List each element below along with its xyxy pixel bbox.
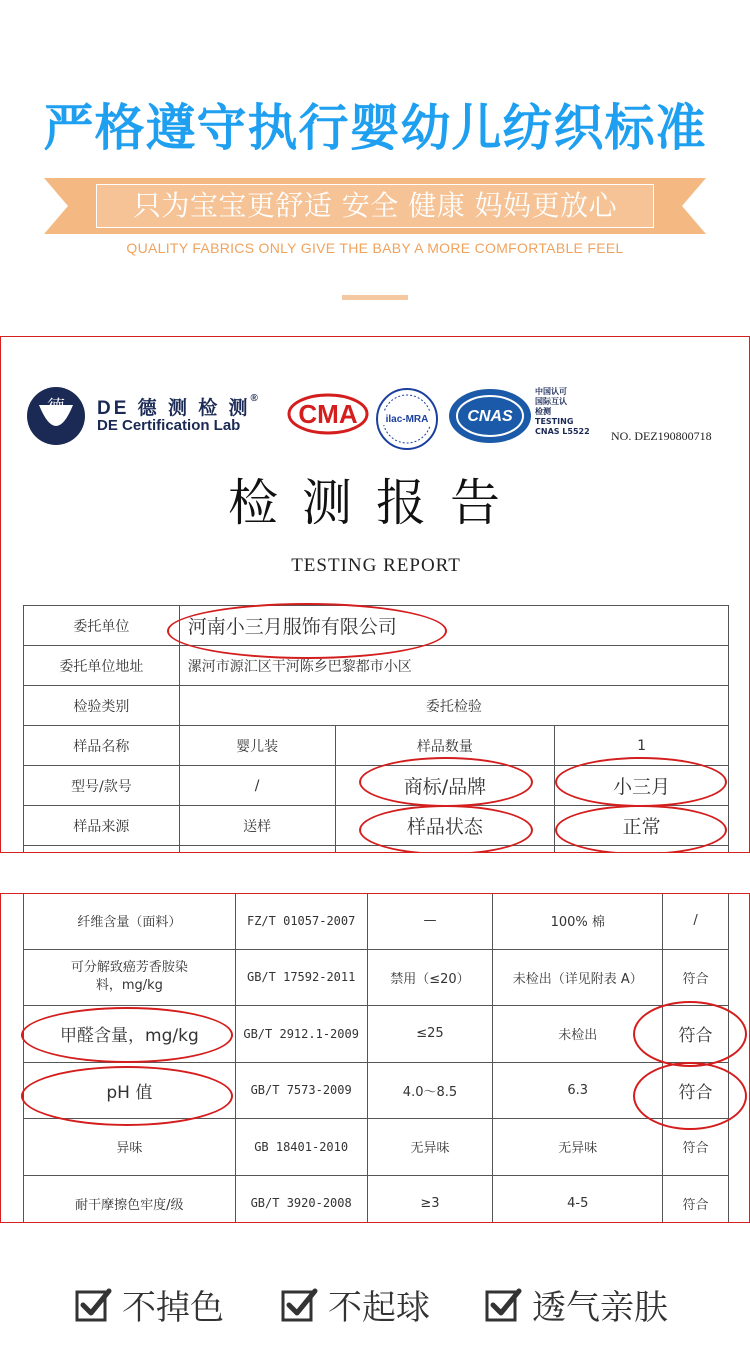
cnas-logo-icon [447,387,533,445]
result-requirement: ≥3 [367,1175,493,1223]
ribbon-text: 只为宝宝更舒适 安全 健康 妈妈更放心 [132,189,618,222]
result-item: 可分解致癌芳香胺染料，mg/kg [24,949,236,1006]
result-judgement: 符合 [663,1006,729,1063]
result-item: 耐干摩擦色牢度/级 [24,1175,236,1223]
sample-name-value: 婴儿装 [179,726,335,766]
sample-qty-label: 样品数量 [335,726,555,766]
result-requirement: — [367,893,493,949]
result-value: 100% 棉 [493,893,663,949]
ilac-mra-logo-icon [375,387,439,451]
ilac-text: ilac-MRA [385,414,429,425]
result-standard: GB 18401-2010 [235,1119,367,1176]
table-row [24,606,729,646]
status-label: 样品状态 [335,806,555,846]
table-row [24,949,729,1006]
result-standard: FZ/T 01057-2007 [235,893,367,949]
result-item: 纤维含量（面料） [24,893,236,949]
result-value: 无异味 [493,1119,663,1176]
cnas-side-text: 中国认可 国际互认 检测 TESTING CNAS L5522 [535,387,590,436]
type-label: 检验类别 [24,686,180,726]
checkbox-check-icon [484,1285,522,1323]
feature-item [484,1276,668,1332]
result-item: 甲醛含量，mg/kg [24,1006,236,1063]
result-requirement: 禁用（≤20） [367,949,493,1006]
de-logo-char: 德 [47,397,65,418]
table-row [24,1006,729,1063]
table-row [24,726,729,766]
result-standard: GB/T 3920-2008 [235,1175,367,1223]
report-results-section [0,893,750,1223]
report-title: 检测报告 [228,474,524,532]
table-row [24,646,729,686]
report-number: NO. DEZ190800718 [611,429,712,443]
result-judgement: / [663,893,729,949]
report-info-table [23,605,729,853]
result-item: pH 值 [24,1062,236,1119]
ribbon-inner [96,184,654,228]
registered-mark-icon: ® [250,393,261,404]
feature-item [280,1276,430,1332]
report-title-en: TESTING REPORT [291,555,461,576]
address-label: 委托单位地址 [24,646,180,686]
result-judgement: 符合 [663,1119,729,1176]
result-judgement: 符合 [663,1175,729,1223]
report-header-section [0,336,750,853]
results-table [23,893,729,1223]
table-row [24,806,729,846]
subtitle-en: QUALITY FABRICS ONLY GIVE THE BABY A MORE COMFORTABLE FEEL [126,240,624,256]
cnas-text: CNAS [467,408,513,425]
result-value: 未检出 [493,1006,663,1063]
result-requirement: ≤25 [367,1006,493,1063]
result-standard: GB/T 2912.1-2009 [235,1006,367,1063]
result-standard: GB/T 17592-2011 [235,949,367,1006]
address-value: 漯河市源汇区干河陈乡巴黎都市小区 [179,646,728,686]
checkbox-check-icon [280,1285,318,1323]
model-value: / [179,766,335,806]
table-row [24,1119,729,1176]
sample-qty-value: 1 [555,726,729,766]
feature-list [0,1276,750,1336]
feature-label: 不起球 [328,1287,430,1328]
result-value: 未检出（详见附表 A） [493,949,663,1006]
cma-logo-icon [287,393,369,435]
table-row [24,766,729,806]
feature-item [74,1276,224,1332]
result-judgement: 符合 [663,1062,729,1119]
accent-bar [342,295,408,300]
status-value: 正常 [555,806,729,846]
result-judgement: 符合 [663,949,729,1006]
result-standard: GB/T 7573-2009 [235,1062,367,1119]
table-row [24,846,729,854]
cma-text: CMA [298,399,358,429]
sample-name-label: 样品名称 [24,726,180,766]
result-value: 4-5 [493,1175,663,1223]
result-requirement: 4.0～8.5 [367,1062,493,1119]
brand-value: 小三月 [555,766,729,806]
result-requirement: 无异味 [367,1119,493,1176]
table-row [24,1062,729,1119]
brand-label: 商标/品牌 [335,766,555,806]
checkbox-check-icon [74,1285,112,1323]
feature-label: 透气亲肤 [532,1287,668,1328]
source-value: 送样 [179,806,335,846]
result-item: 异味 [24,1119,236,1176]
client-label: 委托单位 [24,606,180,646]
ribbon-banner [44,178,706,234]
lab-name-en: DE Certification Lab [97,417,241,434]
source-label: 样品来源 [24,806,180,846]
lab-name-cn: DE 德 测 检 测® [97,393,261,419]
de-lab-logo-icon [25,385,87,447]
type-value: 委托检验 [179,686,728,726]
model-label: 型号/款号 [24,766,180,806]
client-value: 河南小三月服饰有限公司 [179,606,728,646]
table-row [24,893,729,949]
table-row [24,686,729,726]
table-row [24,1175,729,1223]
feature-label: 不掉色 [122,1287,224,1328]
result-value: 6.3 [493,1062,663,1119]
headline: 严格遵守执行婴幼儿纺织标准 [43,99,707,157]
